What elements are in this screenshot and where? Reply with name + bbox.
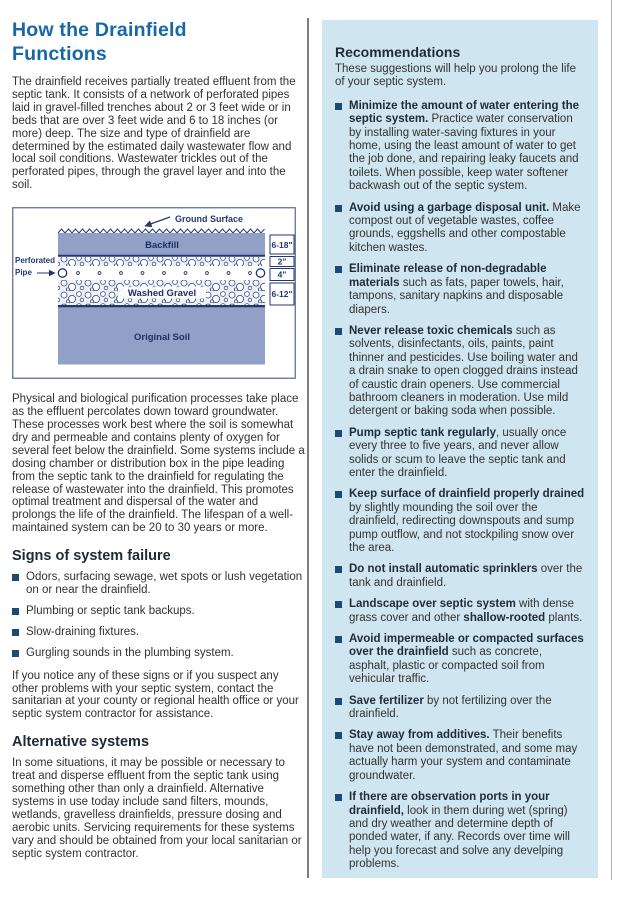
bullet-square-icon xyxy=(12,650,19,657)
intro-paragraph: The drainfield receives partially treated effluent from the septic tank. It consists of a network of perforated pipes laid in gravel-filled trenches about 2 or 3 feet wide or in beds that are over 3 feet wide and 6 to 18 inches (or more) deep. The size and type of drainfield are determined by the estimated daily wastewater flow and local soil conditions. Wastewater trickles out of the perforated pipes, through the gravel layer and into the soil. xyxy=(12,76,296,192)
dim-backfill: 6-18" xyxy=(271,240,293,251)
recommendation-item xyxy=(335,263,585,317)
recommendation-text: Avoid impermeable or compacted surfaces over the drainfield such as concrete, asphalt, plastic or compacted soil from vehicular traffic. xyxy=(349,633,584,686)
bullet-square-icon xyxy=(335,430,342,437)
recommendation-text: Avoid using a garbage disposal unit. Make compost out of vegetable wastes, coffee grounds, eggshells and other compostable kitchen wastes. xyxy=(349,201,581,254)
page-edge-line xyxy=(611,0,612,880)
dim-pipe: 4" xyxy=(277,269,287,280)
recommendation-item xyxy=(335,695,585,722)
signs-outro-paragraph: If you notice any of these signs or if you suspect any other problems with your septic system, contact the sanitarian at your county or regional health office or your septic system contractor for assistance. xyxy=(12,669,299,721)
recommendation-item xyxy=(335,427,585,481)
bullet-square-icon xyxy=(335,794,342,801)
recommendation-item xyxy=(335,791,585,871)
recommendation-text: Eliminate release of non-degradable materials such as fats, paper towels, hair, tampons, sanitary napkins and disposable diapers. xyxy=(349,263,564,316)
recommendation-item xyxy=(335,729,585,783)
recommendation-text: Keep surface of drainfield properly drained by slightly mounding the soil over the drainfield, redirecting downspouts and sump pump outflow, and not stockpiling snow over the area. xyxy=(349,488,585,554)
bullet-square-icon xyxy=(335,266,342,273)
dim-gravel: 2" xyxy=(277,256,287,267)
recommendation-item xyxy=(335,563,585,590)
recommendation-item xyxy=(335,202,585,256)
pipe-layer xyxy=(58,266,265,280)
signs-item-text: Slow-draining fixtures. xyxy=(26,625,140,638)
recommendation-item xyxy=(335,100,585,194)
bullet-square-icon xyxy=(335,636,342,643)
alternative-heading: Alternative systems xyxy=(12,734,150,751)
recommendation-item xyxy=(335,488,585,555)
recommendation-text: Do not install automatic sprinklers over the tank and drainfield. xyxy=(349,563,583,589)
signs-heading: Signs of system failure xyxy=(12,548,171,565)
signs-item-text: Plumbing or septic tank backups. xyxy=(26,604,195,617)
washed-gravel-label: Washed Gravel xyxy=(127,288,197,300)
column-divider xyxy=(307,18,309,878)
bullet-square-icon xyxy=(12,629,19,636)
recommendations-heading: Recommendations xyxy=(335,44,461,60)
original-soil-label: Original Soil xyxy=(134,332,190,344)
recommendation-item xyxy=(335,325,585,419)
ground-surface-label: Ground Surface xyxy=(175,214,244,225)
signs-item-text: Odors, surfacing sewage, wet spots or lush vegetation on or near the drainfield. xyxy=(26,571,303,597)
backfill-label: Backfill xyxy=(145,240,179,252)
bullet-square-icon xyxy=(335,103,342,110)
recommendation-text: Save fertilizer by not fertilizing over the drainfield. xyxy=(349,694,552,721)
recommendation-text: If there are observation ports in your drainfield, look in them during wet (spring) and dry weather and determine depth of ponded water, if any. Records over time will help you forecast and solve any develping problems. xyxy=(349,791,570,871)
signs-item-text: Gurgling sounds in the plumbing system. xyxy=(26,646,234,659)
recommendations-intro: These suggestions will help you prolong the life of your septic system. xyxy=(335,63,577,89)
drainfield-diagram xyxy=(12,207,296,379)
bullet-square-icon xyxy=(335,566,342,573)
recommendations-list xyxy=(335,100,585,872)
bullet-square-icon xyxy=(335,732,342,739)
recommendation-item xyxy=(335,633,585,687)
recommendation-text: Minimize the amount of water entering the septic system. Practice water conservation by installing water-saving fixtures in your home, using the least amount of water to get the job done, and repairing leaky faucets and toilets. When possible, keep water softener backwash out of the septic system. xyxy=(349,99,580,193)
bullet-square-icon xyxy=(335,698,342,705)
signs-list-item xyxy=(12,571,305,597)
recommendation-text: Never release toxic chemicals such as solvents, disinfectants, oils, paints, paint thinner and pesticides. Use boiling water and a drain snake to open clogged drains instead of caustic drain openers. Use commercial bathroom cleaners in moderation. Use mild detergent or baking soda when possible. xyxy=(349,324,578,418)
purification-paragraph: Physical and biological purification processes take place as the effluent percolates down toward groundwater. These processes work best where the soil is somewhat dry and permeable and contains plenty of oxygen for several feet below the drainfield. Some systems include a dosing chamber or distribution box in the pipe leading from the septic tank to the drainfield for regulating the release of wastewater into the drainfield. This promotes optimal treatment and dispersal of the water and prolongs the life of the drainfield. The lifespan of a well-maintained system can be 20 to 30 years or more. xyxy=(12,393,305,535)
signs-list xyxy=(12,571,305,660)
recommendations-panel xyxy=(322,20,598,878)
bullet-square-icon xyxy=(335,491,342,498)
dimension-brackets xyxy=(270,235,294,305)
bullet-square-icon xyxy=(12,608,19,615)
signs-list-item xyxy=(12,626,305,639)
recommendation-item xyxy=(335,598,585,625)
bullet-square-icon xyxy=(335,328,342,335)
recommendation-text: Pump septic tank regularly, usually once every three to five years, and never allow solids or scum to leave the septic tank and enter the drainfield. xyxy=(349,426,567,479)
pipe-end-left-icon xyxy=(58,269,66,277)
dim-washed-gravel: 6-12" xyxy=(271,289,293,300)
recommendation-text: Stay away from additives. Their benefits have not been demonstrated, and some may actually harm your system and contaminate groundwater. xyxy=(349,729,578,782)
left-column xyxy=(12,14,305,869)
recommendation-text: Landscape over septic system with dense grass cover and other shallow-rooted plants. xyxy=(349,598,583,624)
bullet-square-icon xyxy=(335,205,342,212)
alternative-paragraph: In some situations, it may be possible or necessary to treat and disperse effluent from the septic tank using something other than only a drainfield. Alternative systems in use today include sand filters, mounds, wetlands, gravelless drainfields, pressure dosing and aerobic units. Servicing requirements for these systems vary and should be obtained from your local sanitarian or septic system contractor. xyxy=(12,757,302,860)
page-title: How the Drainfield Functions xyxy=(12,19,187,65)
bullet-square-icon xyxy=(335,601,342,608)
gravel-layer-2in xyxy=(58,257,265,266)
pipe-end-right-icon xyxy=(256,269,264,277)
perforated-pipe-label-line1: Perforated xyxy=(15,256,56,266)
bullet-square-icon xyxy=(12,574,19,581)
signs-list-item xyxy=(12,605,305,618)
perforated-pipe-label-line2: Pipe xyxy=(15,268,32,278)
signs-list-item xyxy=(12,647,305,660)
